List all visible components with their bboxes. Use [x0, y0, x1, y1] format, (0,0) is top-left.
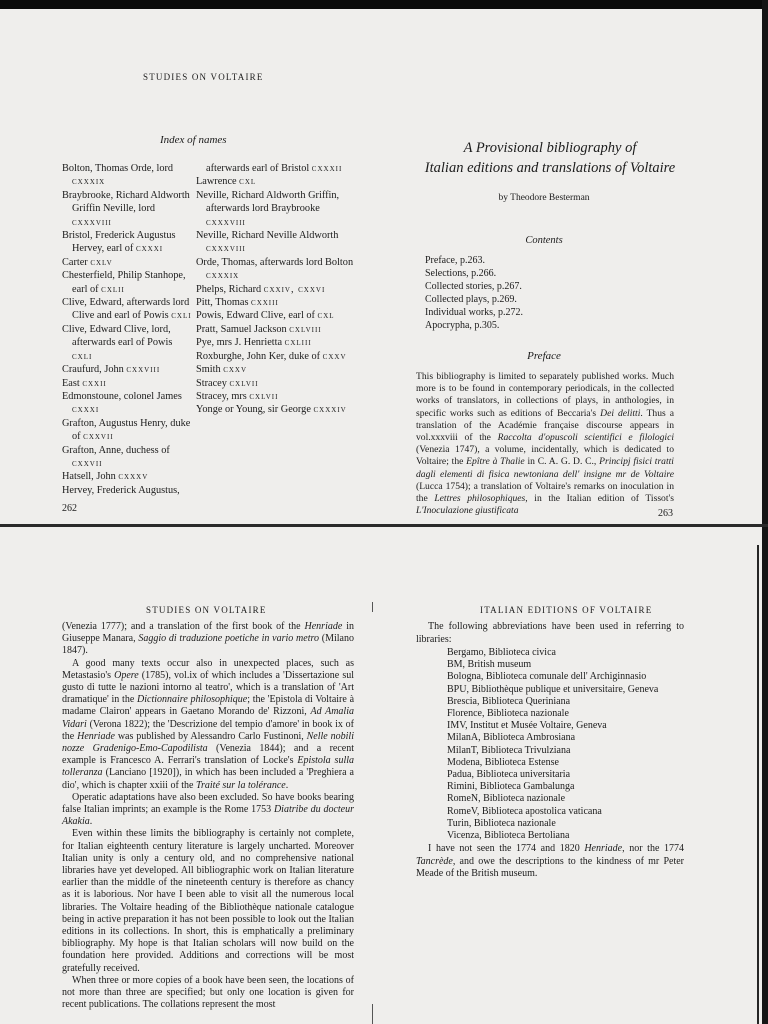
byline: by Theodore Besterman — [498, 193, 590, 203]
index-entry-name: Braybrooke, Richard Aldworth Griffin Neville, lord — [62, 189, 190, 215]
index-entry — [196, 162, 354, 175]
text-run: Even within these limits the bibliography is certainly not complete, for Italian eighteenth century literature is largely uncharted. Moreover Italian unity is only a century old, and no comprehensive national libraries have yet developed. All bibliographic work on Italian literature earlier than the middle of the nineteenth century is therefore as chancy as it is laborious. Nor have I been able to visit all the numerous local libraries. The Voltaire heading of the Bibliothèque nationale catalogue being in active preparation it has not been possible to look out the Italian editions in its collections. In short, this is emphatically a preliminary bibliography. My hope is that Italian scholars will now build on the foundation here provided. Additions and corrections will be most gratefully received. — [62, 828, 354, 974]
text-run: (Milano 1847). — [62, 633, 354, 657]
index-entry-name: Carter — [62, 256, 88, 268]
text-run: When three or more copies of a book have been seen, the locations of not more than three are specified; but only one location is given for recent publications. The collations represent the most — [62, 974, 354, 1011]
index-entry-name: Hatsell, John — [62, 471, 116, 483]
library-entry: MilanA, Biblioteca Ambrosiana — [447, 732, 576, 744]
article-title — [402, 138, 698, 178]
contents-item: Selections, p.266. — [425, 268, 497, 279]
index-entry — [196, 377, 354, 390]
index-entry-ref: cxl — [239, 176, 257, 188]
article-title-line-2: Italian editions and translations of Voltaire — [424, 160, 676, 176]
index-entry-ref: cxxvii — [83, 431, 114, 443]
scan-right-edge — [762, 0, 768, 1024]
library-entry: IMV, Institut et Musée Voltaire, Geneva — [447, 720, 607, 732]
index-entry — [196, 363, 354, 376]
italic-title: Ad Amalia Vidari — [62, 706, 354, 730]
text-run: (Lucca 1754); a translation of Voltaire's remarks on inoculation in the — [416, 480, 674, 505]
index-entry-name: Clive, Edward Clive, lord, afterwards earl of Powis — [62, 323, 173, 349]
preface-text — [416, 371, 674, 517]
index-entry — [196, 256, 354, 283]
italic-title: Henriade — [584, 843, 623, 854]
index-entry-ref: cxxxviii — [206, 216, 246, 228]
running-head: STUDIES ON VOLTAIRE — [143, 72, 264, 82]
text-run: , and owe the descriptions to the kindness of mr Peter Meade of the British museum. — [416, 855, 684, 879]
abbreviations-intro: The following abbreviations have been used in referring to libraries: — [416, 621, 684, 645]
italic-title: Henriade — [77, 730, 115, 742]
index-entry-name: Smith — [196, 364, 221, 376]
index-entry-ref: cxl — [317, 310, 335, 322]
body-paragraph — [62, 621, 354, 658]
index-entry-name: Craufurd, John — [62, 364, 124, 376]
index-entry-ref: cxliii — [284, 337, 312, 349]
text-run: (Venezia 1777); and a translation of the first book of the — [62, 621, 305, 632]
scan-binding-shadow — [757, 545, 759, 1024]
index-entry — [62, 162, 194, 189]
library-entry: MilanT, Biblioteca Trivulziana — [447, 744, 571, 756]
body-paragraph — [62, 792, 354, 829]
index-entry-name: Stracey, mrs — [196, 390, 247, 402]
text-run: (Verona 1822); the 'Descrizione del tempio d'amore' in book ix of the — [62, 718, 354, 742]
text-run: A good many texts occur also in unexpected places, such as Metastasio's — [62, 657, 354, 681]
italic-title: Saggio di traduzione poetiche in vario metro — [138, 633, 320, 645]
italic-title: Epître à Thalie — [466, 456, 525, 468]
index-entry-ref: cxxxix — [206, 270, 240, 282]
italic-title: Principj fisici tratti dagli elementi di fisica newtoniana dell' insigne mr de Voltaire — [416, 456, 674, 480]
library-entry: Bergamo, Biblioteca civica — [447, 647, 556, 658]
library-entry: Bologna, Biblioteca comunale dell' Archiginnasio — [447, 671, 647, 683]
index-entry-name: Pratt, Samuel Jackson — [196, 323, 287, 335]
index-entry-name: afterwards earl of Bristol — [206, 163, 310, 174]
index-entry-name: Powis, Edward Clive, earl of — [196, 310, 315, 322]
italic-title: L'Inoculazione giustificata — [416, 505, 519, 517]
text-run: . — [285, 779, 289, 791]
index-entry — [62, 377, 194, 390]
index-entry-ref: cxli — [72, 350, 93, 362]
index-entry-name: Stracey — [196, 377, 227, 389]
index-entry — [62, 296, 194, 323]
index-entry-ref: cxxxii — [311, 163, 343, 174]
italic-title: Traité sur la tolérance — [196, 779, 286, 791]
index-entry-ref: cxlvii — [229, 377, 259, 389]
index-entry-name: Pye, mrs J. Henrietta — [196, 337, 283, 349]
scan-top-edge — [0, 0, 768, 9]
text-run: in C. A. G. D. C., — [524, 456, 600, 468]
index-entry-ref: cxxxiv — [313, 404, 347, 416]
index-entry-ref: cxxiii — [251, 297, 279, 309]
contents-list — [425, 254, 523, 332]
italic-title: Dictionnaire philosophique — [137, 694, 248, 706]
index-entry — [196, 323, 354, 336]
page-number: 262 — [62, 503, 77, 514]
index-title: Index of names — [160, 134, 227, 146]
text-run: was published by Alessandro Carlo Fustinoni, — [114, 730, 307, 742]
contents-item: Collected stories, p.267. — [425, 281, 522, 292]
text-run: . — [89, 816, 93, 828]
index-entry-name: Yonge or Young, sir George — [196, 404, 311, 416]
index-entry-name: Grafton, Augustus Henry, duke of — [62, 417, 191, 443]
index-entry — [196, 175, 354, 188]
text-run: ; the 'Epistola di Voltaire à madame Clairon' appears in Gaetano Morando de' Rizzoni, — [62, 694, 355, 718]
index-entry-name: Chesterfield, Philip Stanhope, earl of — [62, 270, 186, 295]
index-entry-ref: cxlv — [90, 256, 113, 268]
preface-heading: Preface — [527, 350, 561, 362]
text-run: Operatic adaptations have also been excluded. So have books bearing false Italian imprints; an example is the Rome 1753 — [62, 791, 354, 816]
index-entry-name: East — [62, 377, 80, 389]
italic-title: Diatribe du docteur Akakia — [62, 804, 354, 828]
scan-spread-divider — [0, 524, 768, 527]
text-run: This bibliography is limited to separately published works. Much more is to be found in contemporary periodicals, in the collected works of translators, in collections of plays, in anthologies, in specific works such as editions of Beccaria's — [416, 371, 674, 419]
page-gutter-mark-top — [372, 602, 373, 612]
library-entry: Florence, Biblioteca nazionale — [447, 708, 569, 720]
note-paragraph — [416, 843, 684, 881]
italic-title: Tancrède — [416, 855, 453, 867]
index-entry-ref: cxxxviii — [72, 216, 112, 228]
library-entry: Rimini, Biblioteca Gambalunga — [447, 781, 575, 793]
index-entry-name: Edmonstoune, colonel James — [62, 390, 182, 402]
index-entry-name: Clive, Edward, afterwards lord Clive and earl of Powis — [62, 297, 190, 322]
library-entry: Turin, Biblioteca nazionale — [447, 817, 556, 829]
article-title-line-1: A Provisional bibliography of — [463, 140, 637, 156]
index-entry-ref: cxxviii — [126, 364, 161, 376]
index-entry — [196, 350, 354, 363]
index-entry — [196, 283, 354, 296]
index-entry — [62, 229, 194, 256]
index-entry — [62, 363, 194, 376]
body-paragraph — [62, 658, 354, 792]
index-entry — [196, 309, 354, 322]
library-entry: BPU, Bibliothèque publique et universitaire, Geneva — [447, 683, 659, 695]
index-entry-name: Neville, Richard Neville Aldworth — [196, 230, 339, 242]
index-entry-ref: cxlii — [101, 283, 125, 295]
index-entry-ref: cxxiv, cxxvi — [263, 283, 326, 295]
contents-item: Individual works, p.272. — [425, 307, 524, 318]
index-entry — [62, 256, 194, 269]
page-number: 263 — [658, 508, 673, 519]
index-entry-ref: cxxv — [223, 364, 248, 376]
library-entry: BM, British museum — [447, 659, 532, 671]
index-entry — [62, 269, 194, 296]
index-entry-ref: cxlvii — [249, 390, 279, 402]
index-entry-name: Pitt, Thomas — [196, 297, 249, 309]
index-entry — [196, 189, 354, 229]
text-run: (1785), vol.ix of which includes a 'Dissertazione sul gusto di tutte le nazioni intorno al teatro', which is a translation of 'Art dramatique' in the — [62, 669, 354, 706]
italic-title: Lettres philosophiques — [434, 493, 526, 505]
text-run: I have not seen the 1774 and 1820 — [428, 843, 585, 854]
italic-title: Raccolta d'opuscoli scientifici e filologici — [497, 432, 675, 444]
index-column-2 — [196, 162, 354, 417]
text-run: (Lanciano [1920]), in which has been included a 'Preghiera a dio', which is chapter xxiii of the — [62, 767, 354, 791]
running-head: ITALIAN EDITIONS OF VOLTAIRE — [480, 605, 653, 615]
index-entry — [62, 417, 194, 444]
text-run: in Giuseppe Manara, — [62, 621, 354, 645]
library-entry: Modena, Biblioteca Estense — [447, 756, 559, 768]
library-abbreviation-list — [447, 647, 658, 842]
index-entry-name: Bristol, Frederick Augustus Hervey, earl of — [62, 230, 176, 255]
index-entry — [62, 444, 194, 471]
contents-item: Collected plays, p.269. — [425, 294, 517, 305]
index-entry-ref: cxxv — [322, 350, 347, 362]
library-entry: Padua, Biblioteca universitaria — [447, 769, 571, 781]
running-head: STUDIES ON VOLTAIRE — [146, 605, 267, 615]
index-entry-name: Grafton, Anne, duchess of — [62, 444, 170, 456]
index-entry — [62, 390, 194, 417]
index-entry — [62, 189, 194, 229]
library-entry: RomeV, Biblioteca apostolica vaticana — [447, 805, 602, 817]
page-gutter-mark-bottom — [372, 1004, 373, 1024]
index-entry-ref: cxxxi — [135, 243, 164, 255]
index-entry — [196, 403, 354, 416]
contents-item: Preface, p.263. — [425, 255, 485, 266]
italic-title: Nelle nobili nozze Gradenigo-Emo-Capodilista — [62, 730, 354, 755]
index-entry-name: Hervey, Frederick Augustus, — [62, 484, 180, 496]
index-column-1 — [62, 162, 194, 497]
library-entry: Brescia, Biblioteca Queriniana — [447, 695, 571, 707]
index-entry — [196, 336, 354, 349]
body-paragraph — [62, 828, 354, 974]
index-entry-ref: cxxii — [82, 377, 107, 389]
contents-item: Apocrypha, p.305. — [425, 320, 500, 331]
index-entry — [196, 390, 354, 403]
contents-heading: Contents — [525, 235, 563, 246]
text-run: (Venezia 1747), a volume, incidentally, which is dedicated to Voltaire; the — [416, 444, 674, 468]
index-entry-ref: cxli — [171, 310, 192, 322]
text-run: , in the Italian edition of Tissot's — [525, 493, 674, 505]
text-run: (Venezia 1844); and a recent example is Francesco A. Ferrari's translation of Locke's — [62, 743, 355, 767]
index-entry — [196, 229, 354, 256]
text-run: , nor the 1774 — [622, 843, 684, 854]
library-entry: RomeN, Biblioteca nazionale — [447, 793, 566, 805]
index-entry — [62, 484, 194, 497]
index-entry-ref: cxxxviii — [206, 243, 246, 255]
index-entry-name: Bolton, Thomas Orde, lord — [62, 163, 174, 174]
index-entry-name: Phelps, Richard — [196, 283, 262, 295]
index-entry-name: Orde, Thomas, afterwards lord Bolton — [196, 256, 354, 268]
index-entry-name: Roxburghe, John Ker, duke of — [196, 350, 321, 362]
index-entry-ref: cxxxv — [118, 471, 149, 483]
index-entry — [62, 470, 194, 483]
italic-title: Epistola sulla tolleranza — [62, 755, 354, 779]
library-entry: Vicenza, Biblioteca Bertoliana — [447, 830, 570, 842]
index-entry-ref: cxlviii — [289, 323, 322, 335]
index-entry-ref: cxxxix — [72, 176, 106, 188]
index-entry-ref: cxxvii — [72, 457, 103, 469]
italic-title: Henriade — [304, 621, 343, 632]
index-entry-ref: cxxxi — [72, 404, 100, 416]
index-entry — [62, 323, 194, 363]
index-entry — [196, 296, 354, 309]
body-text — [62, 621, 354, 1012]
italic-title: Dei delitti — [600, 407, 641, 419]
index-entry-name: Lawrence — [196, 176, 237, 188]
text-run: . Thus a translation of the Académie française discourse appears in vol.xxxviii of the — [416, 407, 674, 444]
italic-title: Opere — [114, 669, 139, 681]
index-entry-name: Neville, Richard Aldworth Griffin, afterwards lord Braybrooke — [196, 189, 340, 215]
body-paragraph — [62, 975, 354, 1012]
